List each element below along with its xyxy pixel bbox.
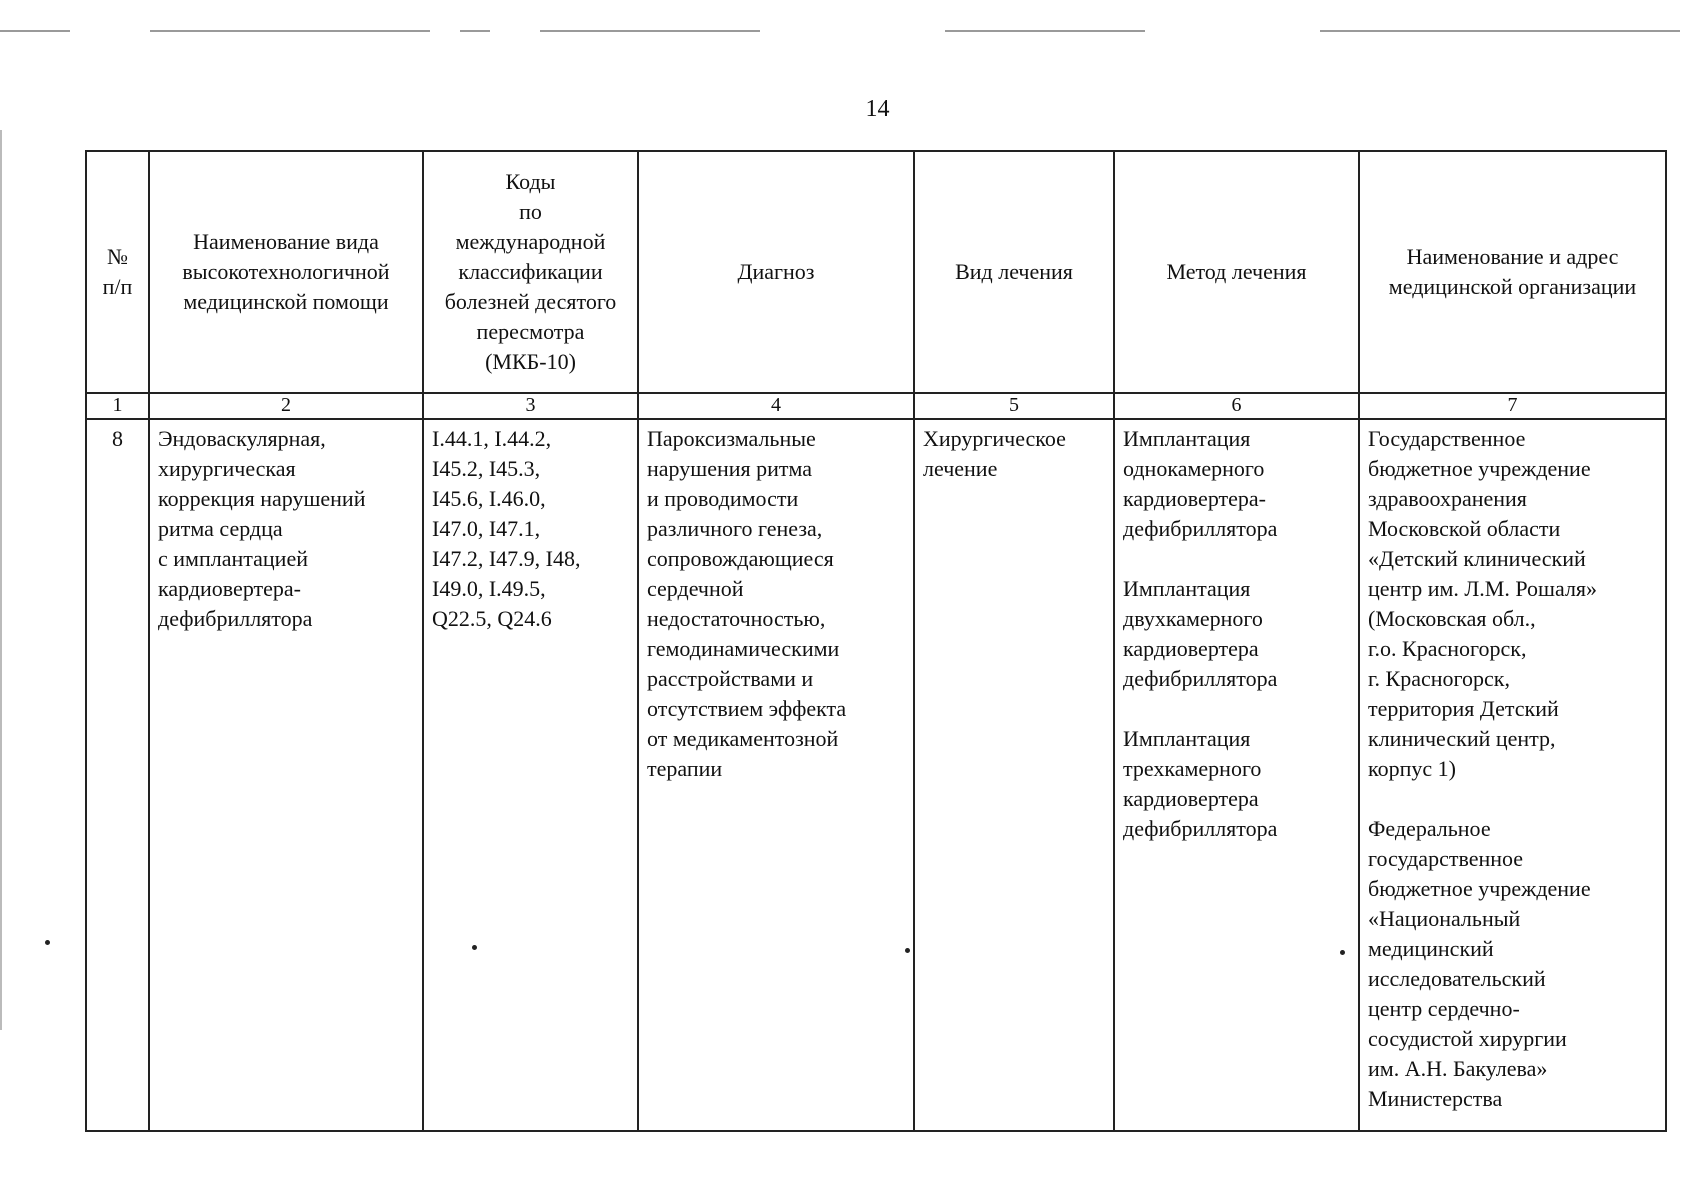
cell-diagnosis: Пароксизмальные нарушения ритма и проводимости различного генеза, сопровождающиеся сердечной недостаточностью, гемодинамическими расстройствами и отсутствием эффекта от медикаментозной терапии (638, 419, 914, 1131)
scan-dash (460, 30, 490, 32)
header-cell-diagnosis: Диагноз (638, 151, 914, 393)
column-number: 7 (1359, 393, 1666, 419)
scan-dash (945, 30, 1145, 32)
header-cell-organization: Наименование и адрес медицинской организации (1359, 151, 1666, 393)
column-number: 2 (149, 393, 423, 419)
scan-dash (150, 30, 430, 32)
scan-dash (540, 30, 760, 32)
table-header-row (86, 151, 1666, 393)
cell-care-type: Эндоваскулярная, хирургическая коррекция нарушений ритма сердца с имплантацией кардиовертера- дефибриллятора (149, 419, 423, 1131)
page-number: 14 (865, 96, 890, 122)
column-number: 6 (1114, 393, 1359, 419)
scan-speck (472, 945, 477, 950)
procedures-table (85, 150, 1667, 1132)
scan-speck (1340, 950, 1345, 955)
column-number: 4 (638, 393, 914, 419)
header-cell-treatment-type: Вид лечения (914, 151, 1114, 393)
cell-icd-codes: I.44.1, I.44.2, I45.2, I45.3, I45.6, I.46.0, I47.0, I47.1, I47.2, I47.9, I48, I49.0, I.49.5, Q22.5, Q24.6 (423, 419, 638, 1131)
column-number: 5 (914, 393, 1114, 419)
scan-speck (905, 948, 910, 953)
scan-dash (1320, 30, 1680, 32)
table-row (86, 419, 1666, 1131)
header-cell-care-type: Наименование вида высокотехнологичной медицинской помощи (149, 151, 423, 393)
cell-organization: Государственное бюджетное учреждение здравоохранения Московской области «Детский клинический центр им. Л.М. Рошаля» (Московская обл., г.о. Красногорск, г. Красногорск, территория Детский клинический центр, корпус 1) Федеральное государственное бюджетное учреждение «Национальный медицинский исследовательский центр сердечно- сосудистой хирургии им. А.Н. Бакулева» Министерства (1359, 419, 1666, 1131)
cell-treatment-method: Имплантация однокамерного кардиовертера- дефибриллятора Имплантация двухкамерного кардиовертера дефибриллятора Имплантация трехкамерного кардиовертера дефибриллятора (1114, 419, 1359, 1131)
scan-dash (0, 30, 70, 32)
header-cell-number: № п/п (86, 151, 149, 393)
scan-edge (0, 130, 2, 1030)
column-number: 1 (86, 393, 149, 419)
header-cell-treatment-method: Метод лечения (1114, 151, 1359, 393)
row-number: 8 (86, 419, 149, 1131)
scan-speck (45, 940, 50, 945)
header-cell-icd-codes: Коды по международной классификации болезней десятого пересмотра (МКБ-10) (423, 151, 638, 393)
column-number: 3 (423, 393, 638, 419)
column-number-row (86, 393, 1666, 419)
cell-treatment-type: Хирургическое лечение (914, 419, 1114, 1131)
